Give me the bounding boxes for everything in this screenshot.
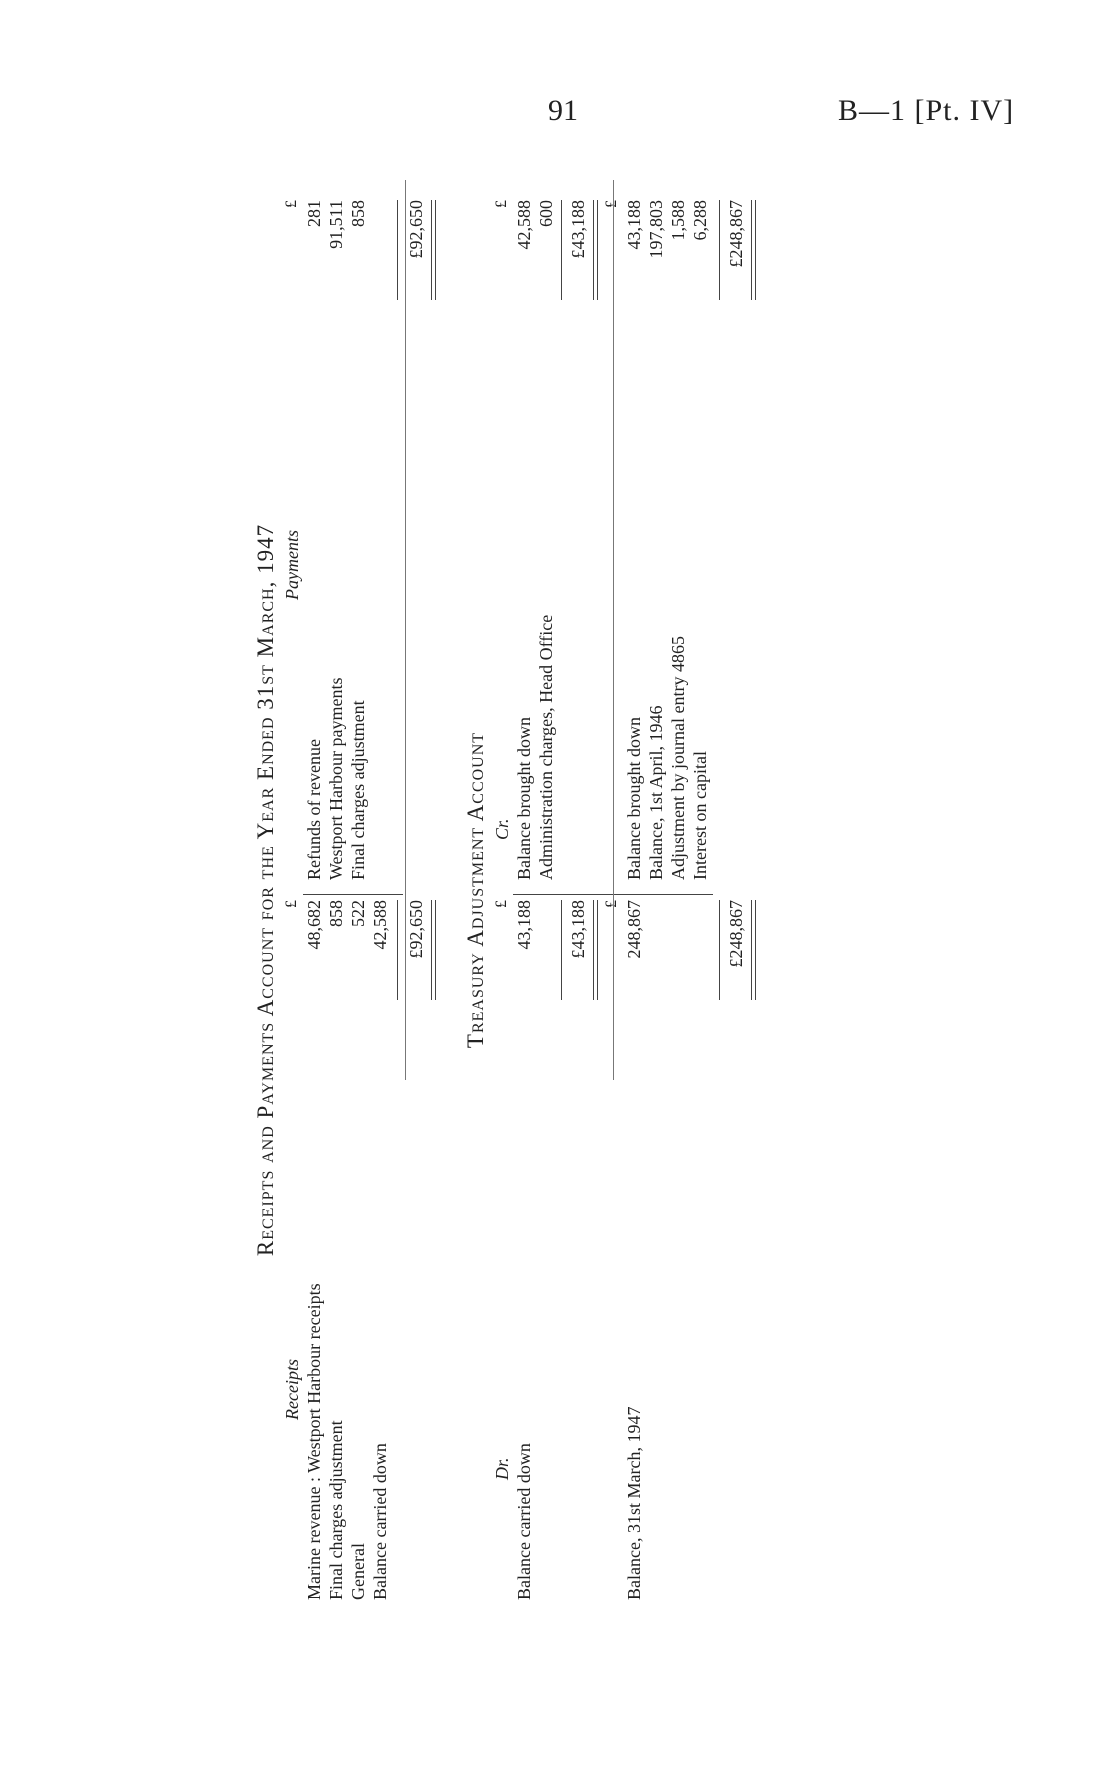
receipts-list — [303, 900, 391, 1600]
payments-subtotal-line — [397, 200, 398, 300]
credit-label: Balance, 1st April, 1946 — [646, 705, 666, 880]
rotated-accounts-content — [255, 180, 815, 1600]
debit-heading: Dr. — [492, 1457, 512, 1480]
debit-block-1 — [513, 900, 535, 1600]
debit-label: Balance, 31st March, 1947 — [624, 1406, 644, 1600]
payment-row — [325, 320, 347, 880]
receipt-label: General — [348, 1543, 368, 1600]
payment-row — [303, 320, 325, 880]
receipt-label: Final charges adjustment — [326, 1420, 346, 1600]
receipts-subtotal-line — [397, 900, 398, 1000]
credit-block-2 — [623, 320, 711, 880]
credit-heading: Cr. — [492, 818, 512, 840]
payment-label: Final charges adjustment — [348, 700, 368, 880]
credit-amount: 42,588 — [514, 200, 534, 250]
credit-row — [689, 320, 711, 880]
page-reference: B—1 [Pt. IV] — [838, 94, 1015, 127]
credit-label: Adjustment by journal entry 4865 — [668, 636, 688, 880]
credit-row — [513, 320, 535, 880]
credit-label: Administration charges, Head Office — [536, 614, 556, 880]
credit-amount: 600 — [536, 200, 556, 227]
debit-block-2-total-rule — [751, 900, 756, 1000]
payments-total: £92,650 — [406, 200, 426, 259]
credit-amount: 43,188 — [624, 200, 644, 250]
credit-row — [645, 320, 667, 880]
receipts-payments-title: Receipts and Payments Account for the Year Ended 31st March, 1947 — [253, 523, 278, 1257]
debit-row — [513, 900, 535, 1600]
payment-amount: 281 — [304, 200, 324, 227]
credit-block-1-total-rule — [593, 200, 598, 300]
debit-block-2-rule — [719, 900, 720, 1000]
receipt-label: Balance carried down — [370, 1443, 390, 1600]
credit-block-2-rule — [719, 200, 720, 300]
credit-block-1-total: £43,188 — [568, 200, 588, 259]
credit-block-1 — [513, 320, 557, 880]
debit-amount: 248,867 — [624, 900, 644, 959]
receipt-amount: 48,682 — [304, 900, 324, 950]
payments-list — [303, 320, 369, 880]
payment-amount: 858 — [348, 200, 368, 227]
receipt-label: Marine revenue : Westport Harbour receipts — [304, 1283, 324, 1600]
payment-amount: 91,511 — [326, 200, 346, 249]
payment-label: Refunds of revenue — [304, 739, 324, 880]
receipt-amount: 522 — [348, 900, 368, 927]
receipts-currency: £ — [283, 900, 300, 908]
credit-label: Interest on capital — [690, 751, 710, 880]
debit-label: Balance carried down — [514, 1443, 534, 1600]
treasury-rule — [613, 180, 614, 1080]
credit-block-2-total-rule — [751, 200, 756, 300]
debit-currency: £ — [493, 900, 510, 908]
debit-block-2-total: £248,867 — [726, 900, 746, 968]
credit-row — [667, 320, 689, 880]
payment-label: Westport Harbour payments — [326, 677, 346, 880]
receipts-heading: Receipts — [282, 1359, 302, 1420]
credit-currency-2: £ — [603, 200, 620, 208]
credit-row — [623, 320, 645, 880]
debit-row — [623, 900, 645, 1600]
receipt-amount: 858 — [326, 900, 346, 927]
column-divider — [303, 894, 403, 895]
page-number: 91 — [548, 94, 578, 127]
receipt-row — [347, 900, 369, 1600]
receipt-row — [369, 900, 391, 1600]
payment-row — [347, 320, 369, 880]
credit-label: Balance brought down — [514, 717, 534, 880]
credit-row — [535, 320, 557, 880]
debit-block-1-total: £43,188 — [568, 900, 588, 959]
payments-heading: Payments — [282, 530, 302, 600]
payments-total-rule — [431, 200, 436, 300]
debit-block-1-total-rule — [593, 900, 598, 1000]
receipt-amount: 42,588 — [370, 900, 390, 950]
debit-currency-2: £ — [603, 900, 620, 908]
receipts-total: £92,650 — [406, 900, 426, 959]
receipts-total-rule — [431, 900, 436, 1000]
treasury-title: Treasury Adjustment Account — [463, 731, 488, 1049]
debit-block-1-rule — [561, 900, 562, 1000]
credit-amount: 197,803 — [646, 200, 666, 259]
credit-currency: £ — [493, 200, 510, 208]
credit-block-1-rule — [561, 200, 562, 300]
receipt-row — [303, 900, 325, 1600]
credit-amount: 6,288 — [690, 200, 710, 241]
receipt-row — [325, 900, 347, 1600]
credit-amount: 1,588 — [668, 200, 688, 241]
credit-block-2-total: £248,867 — [726, 200, 746, 268]
payments-currency: £ — [283, 200, 300, 208]
debit-amount: 43,188 — [514, 900, 534, 950]
credit-label: Balance brought down — [624, 717, 644, 880]
debit-block-2 — [623, 900, 645, 1600]
